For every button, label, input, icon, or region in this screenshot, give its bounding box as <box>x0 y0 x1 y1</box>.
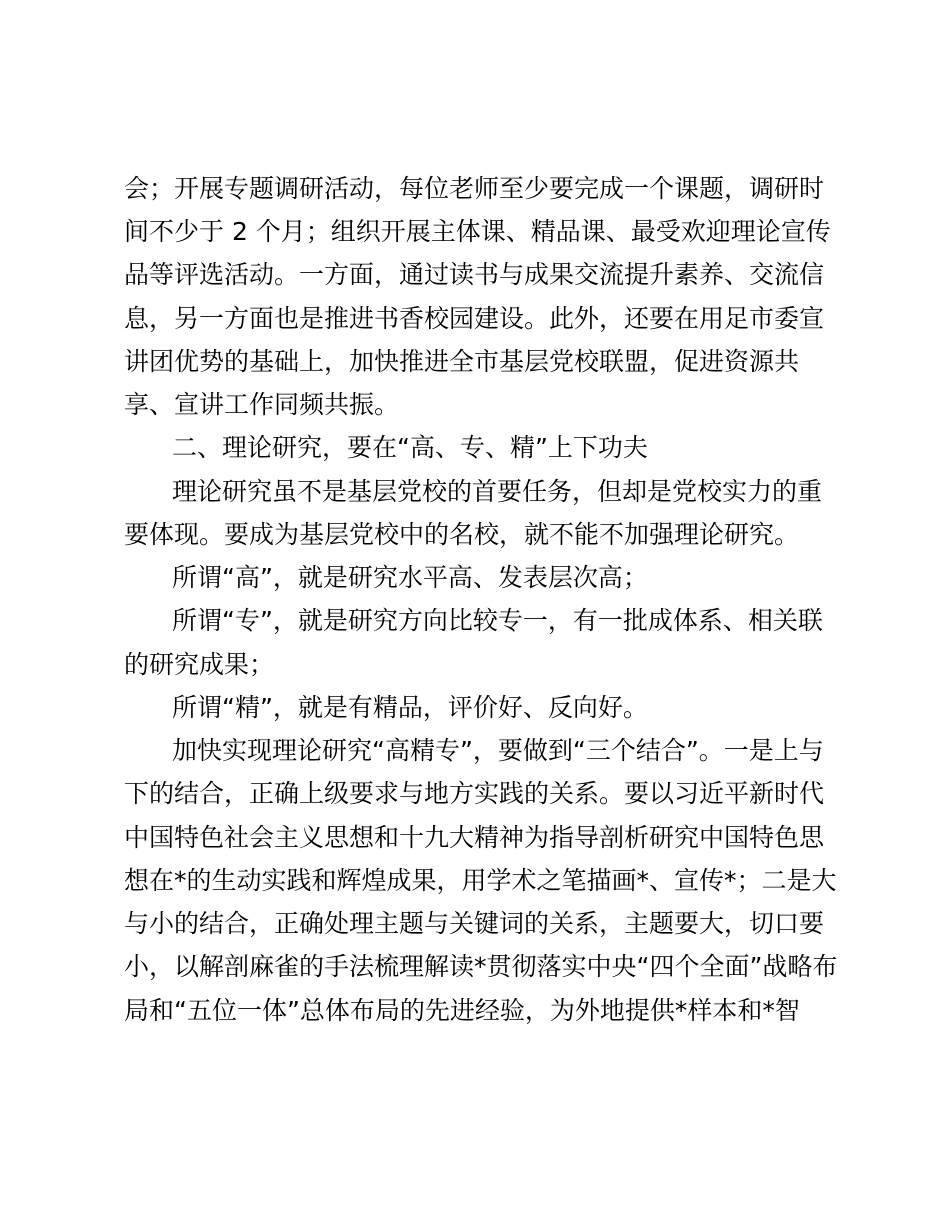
paragraph-first-line: 理论研究虽不是基层党校的首要任务，但却是党校实力的重 <box>172 477 823 506</box>
text-line: 想在*的生动实践和辉煌成果，用学术之笔描画*、宣传*；二是大 <box>124 866 837 895</box>
paragraph-first-line: 加快实现理论研究“高精专”，要做到“三个结合”。一是上与 <box>172 736 824 765</box>
text-line: 要体现。要成为基层党校中的名校，就不能不加强理论研究。 <box>124 520 800 549</box>
text-line: 讲团优势的基础上，加快推进全市基层党校联盟，促进资源共 <box>124 347 800 376</box>
text-line: 会；开展专题调研活动，每位老师至少要完成一个课题，调研时 <box>124 174 825 203</box>
paragraph-first-line: 所谓“精”，就是有精品，评价好、反向好。 <box>172 693 648 722</box>
paragraph-first-line: 所谓“高”，就是研究水平高、发表层次高； <box>172 563 648 592</box>
section-heading: 二、理论研究，要在“高、专、精”上下功夫 <box>172 433 648 462</box>
text-line: 的研究成果； <box>124 650 275 679</box>
paragraph-first-line: 所谓“专”，就是研究方向比较专一，有一批成体系、相关联 <box>172 606 823 635</box>
text-line: 下的结合，正确上级要求与地方实践的关系。要以习近平新时代 <box>124 779 825 808</box>
text-line: 息，另一方面也是推进书香校园建设。此外，还要在用足市委宣 <box>124 304 825 333</box>
text-line: 中国特色社会主义思想和十九大精神为指导剖析研究中国特色思 <box>124 823 825 852</box>
text-line: 间不少于 2 个月；组织开展主体课、精品课、最受欢迎理论宣传 <box>124 217 831 246</box>
text-line: 局和“五位一体”总体布局的先进经验，为外地提供*样本和*智 <box>124 996 800 1025</box>
text-line: 享、宣讲工作同频共振。 <box>124 390 400 419</box>
text-line: 小，以解剖麻雀的手法梳理解读*贯彻落实中央“四个全面”战略布 <box>124 952 838 981</box>
text-line: 品等评选活动。一方面，通过读书与成果交流提升素养、交流信 <box>124 260 825 289</box>
text-line: 与小的结合，正确处理主题与关键词的关系，主题要大，切口要 <box>124 909 825 938</box>
